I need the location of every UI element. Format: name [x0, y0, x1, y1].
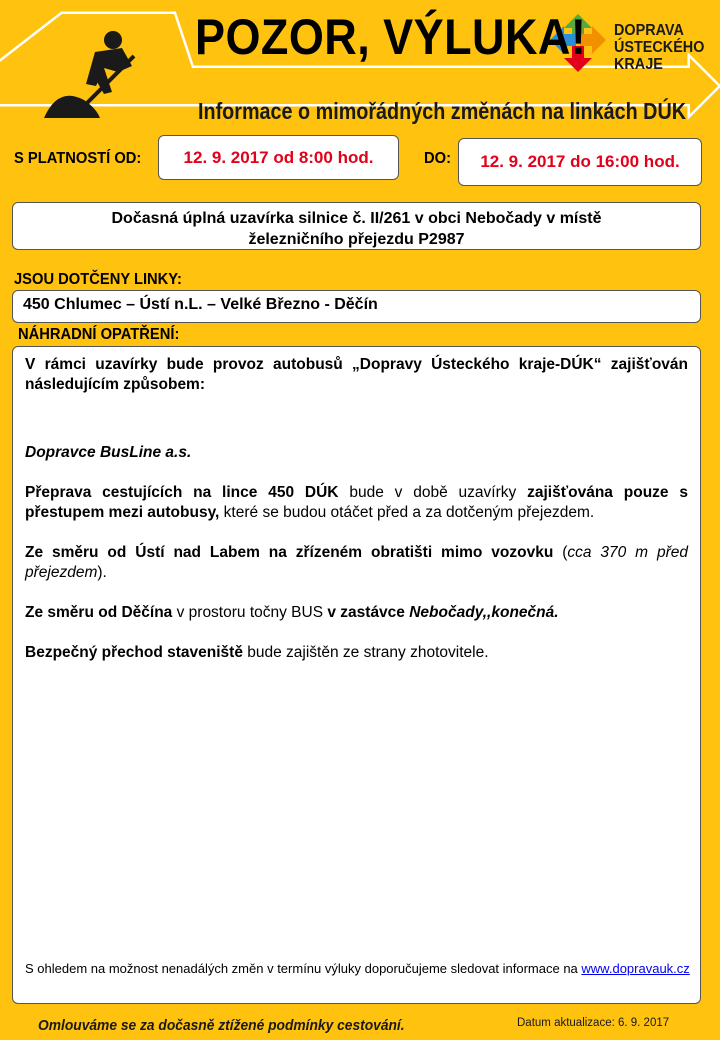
page-subtitle: Informace o mimořádných změnách na linkách DÚK [198, 98, 687, 124]
logo-text [614, 22, 704, 73]
closure-line: železničního přejezdu P2987 [248, 231, 465, 248]
text: které se budou otáčet před a za dotčeným přejezdem. [219, 504, 595, 521]
valid-from-label: S PLATNOSTÍ OD: [14, 150, 142, 167]
footnote-text: S ohledem na možnost nenadálých změn v termínu výluky doporučujeme sledovat informace na [25, 961, 582, 976]
text-bold: Bezpečný přechod staveniště [25, 644, 243, 661]
text-bold: Ze směru od Děčína [25, 604, 173, 621]
footnote [25, 959, 690, 979]
text: ( [553, 544, 568, 561]
text-bold: zajišťována pouze s přestupem mezi autobusy, [25, 484, 688, 521]
update-date: Datum aktualizace: 6. 9. 2017 [517, 1017, 670, 1029]
text: ). [97, 564, 107, 581]
text-bold: v zastávce [327, 604, 410, 621]
replacement-label: NÁHRADNÍ OPATŘENÍ: [18, 326, 180, 343]
closure-description [12, 202, 701, 250]
text-bold: Ze směru od Ústí nad Labem na zřízeném obratišti mimo vozovku [25, 544, 554, 561]
valid-to-label: DO: [424, 150, 451, 167]
paragraph-from-usti [25, 543, 688, 583]
page-title: POZOR, VÝLUKA! [195, 9, 587, 65]
text: bude v době uzavírky [338, 484, 528, 501]
text: v prostoru točny BUS [172, 604, 328, 621]
affected-line: 450 Chlumec – Ústí n.L. – Velké Březno - Děčín [23, 296, 378, 313]
valid-from-value: 12. 9. 2017 od 8:00 hod. [183, 147, 374, 167]
paragraph-safe-crossing [25, 643, 688, 663]
text-bold: Přeprava cestujících na lince 450 DÚK [25, 484, 339, 501]
paragraph-from-decin [25, 603, 688, 623]
closure-line: Dočasná úplná uzavírka silnice č. II/261 v obci Nebočady v místě [111, 210, 602, 227]
affected-lines-label: JSOU DOTČENY LINKY: [14, 271, 182, 288]
intro-text: V rámci uzavírky bude provoz autobusů „Dopravy Ústeckého kraje-DÚK“ zajišťován následujícím způsobem: [25, 356, 688, 393]
text: bude zajištěn ze strany zhotovitele. [242, 644, 489, 661]
logo-line: KRAJE [614, 56, 663, 73]
logo-line: ÚSTECKÉHO [614, 39, 705, 56]
valid-to-value: 12. 9. 2017 do 16:00 hod. [480, 152, 680, 171]
text-bold-italic: Nebočady,,konečná. [409, 604, 559, 621]
carrier-text: Dopravce BusLine a.s. [25, 444, 192, 461]
valid-from-box [158, 135, 399, 180]
logo-line: DOPRAVA [614, 22, 684, 39]
valid-to-box [458, 138, 702, 186]
replacement-box [12, 346, 701, 1004]
text-italic: cca 370 m před přejezdem [25, 544, 689, 581]
website-link[interactable]: www.dopravauk.cz [581, 961, 690, 976]
paragraph-transfer [25, 483, 688, 523]
affected-lines-box [12, 290, 701, 323]
apology-text: Omlouváme se za dočasně ztížené podmínky cestování. [38, 1017, 405, 1034]
